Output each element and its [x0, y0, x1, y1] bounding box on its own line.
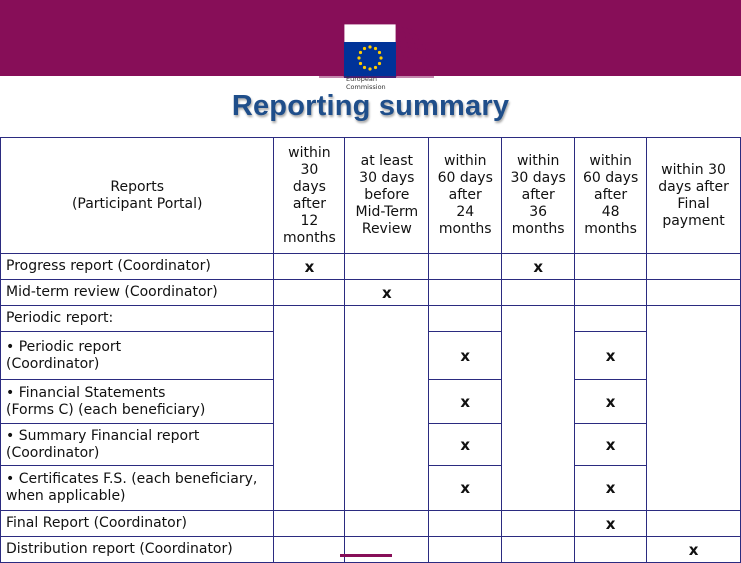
table-row	[1, 537, 741, 563]
mark-cell: x	[345, 280, 429, 306]
reporting-table	[0, 137, 741, 563]
merged-cell-36	[502, 306, 575, 511]
merged-cell-final	[647, 306, 741, 511]
mark-cell: x	[502, 254, 575, 280]
header-48-months: within 60 days after 48 months	[575, 138, 647, 254]
row-label: • Financial Statements (Forms C) (each beneficiary)	[1, 380, 274, 424]
header-reports: Reports (Participant Portal)	[1, 138, 274, 254]
logo-caption	[346, 76, 386, 91]
page-title: Reporting summary	[231, 90, 510, 122]
mark-cell: x	[274, 254, 345, 280]
header-12-months: within 30 days after 12 months	[274, 138, 345, 254]
logo-line-2: Commission	[346, 82, 386, 91]
mark-cell: x	[575, 332, 647, 380]
mark-cell: x	[429, 332, 502, 380]
row-label: Final Report (Coordinator)	[1, 511, 274, 537]
row-label: Distribution report (Coordinator)	[1, 537, 274, 563]
mark-cell: x	[429, 466, 502, 511]
mark-cell: x	[647, 537, 741, 563]
table-row	[1, 280, 741, 306]
table-row	[1, 254, 741, 280]
merged-cell-12	[274, 306, 345, 511]
mark-cell: x	[575, 511, 647, 537]
row-label: Mid-term review (Coordinator)	[1, 280, 274, 306]
table-row	[1, 306, 741, 332]
row-label: Periodic report:	[1, 306, 274, 332]
merged-cell-mid	[345, 306, 429, 511]
table-row	[1, 511, 741, 537]
row-label: Progress report (Coordinator)	[1, 254, 274, 280]
page-title-container	[0, 90, 741, 123]
header-36-months: within 30 days after 36 months	[502, 138, 575, 254]
row-label: • Periodic report (Coordinator)	[1, 332, 274, 380]
mark-cell: x	[429, 424, 502, 466]
mark-cell: x	[575, 424, 647, 466]
logo-line-1: European	[346, 75, 377, 83]
mark-cell: x	[575, 380, 647, 424]
header-24-months: within 60 days after 24 months	[429, 138, 502, 254]
mark-cell: x	[575, 466, 647, 511]
row-label: • Certificates F.S. (each beneficiary, when applicable)	[1, 466, 274, 511]
header-final-payment: within 30 days after Final payment	[647, 138, 741, 254]
mark-cell: x	[429, 380, 502, 424]
header-mid-term: at least 30 days before Mid-Term Review	[345, 138, 429, 254]
table-header-row	[1, 138, 741, 254]
row-label: • Summary Financial report (Coordinator)	[1, 424, 274, 466]
